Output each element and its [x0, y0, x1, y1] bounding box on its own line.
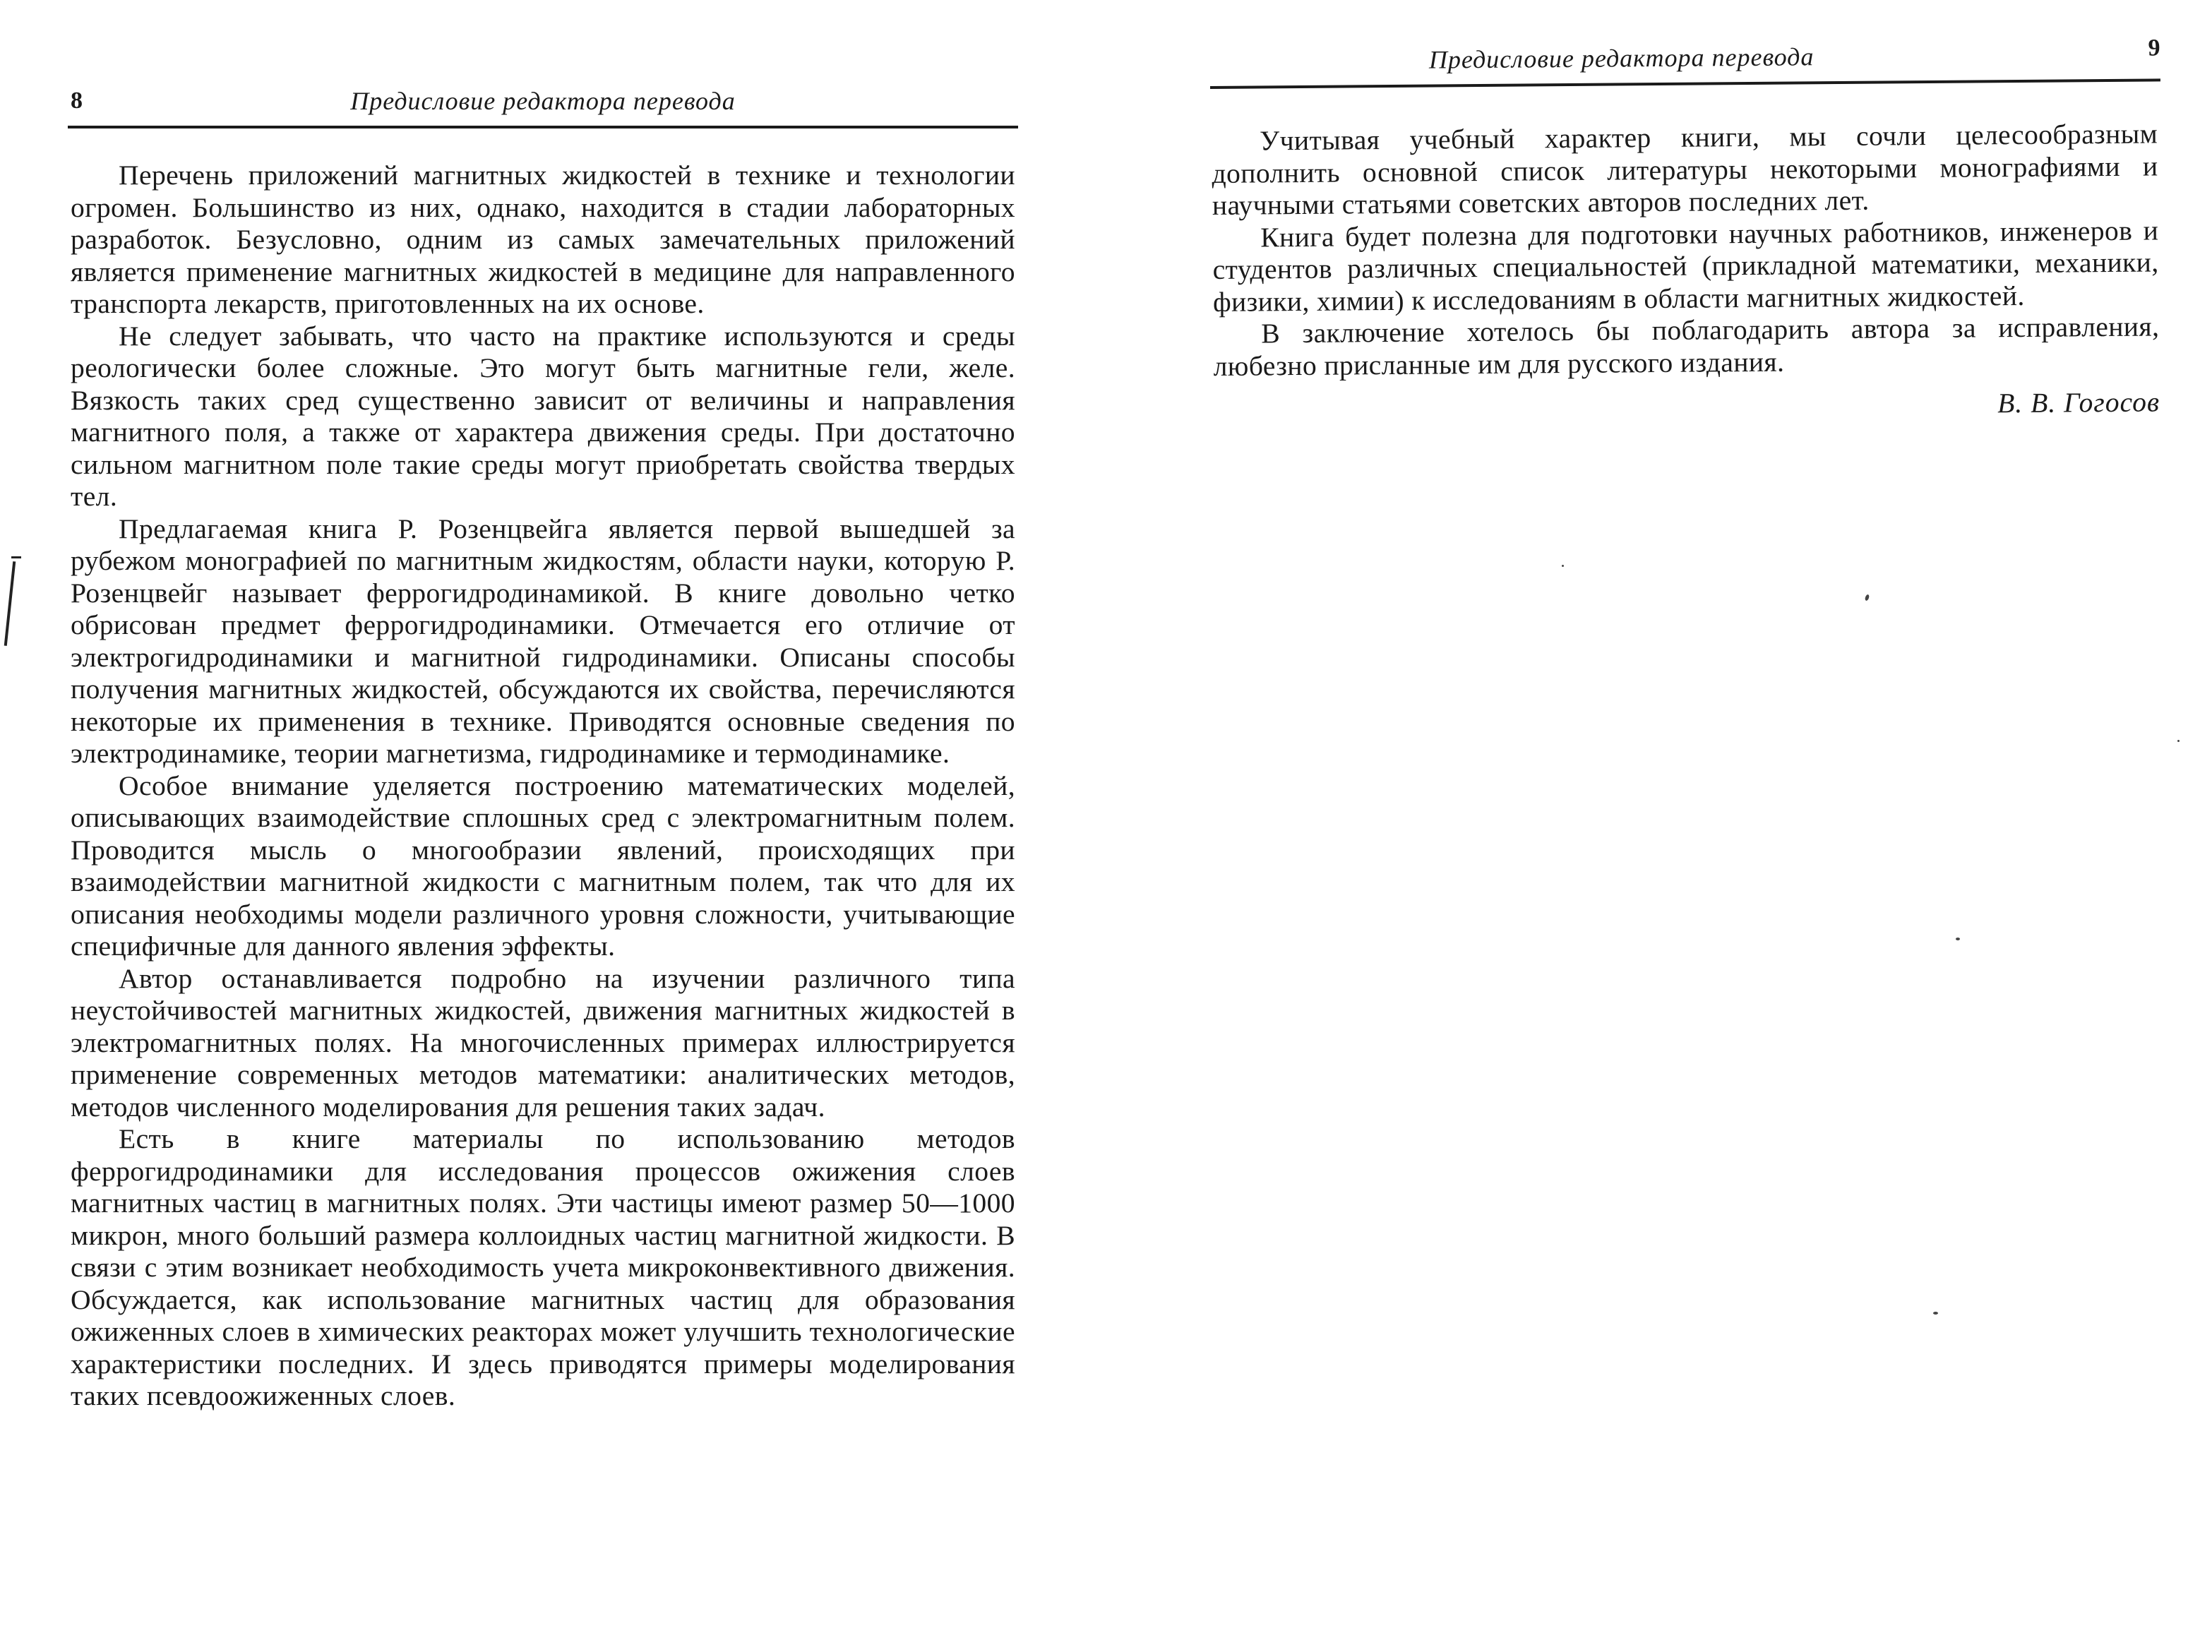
right-page-body	[1212, 118, 2160, 426]
paragraph: Автор останавливается подробно на изучении различного типа неустойчивостей магнитных жидкостей, движения магнитных жидкостей в электромагнитных полях. На многочисленных примерах иллюстрируется применение современных методов математики: аналитических методов, методов численного моделирования для решения таких задач.	[71, 962, 1015, 1123]
scan-speck	[1562, 565, 1564, 567]
paragraph: Перечень приложений магнитных жидкостей в технике и технологии огромен. Большинство из них, однако, находится в стадии лабораторных разработок. Безусловно, одним из самых замечательных приложений является применение магнитных жидкостей в медицине для направленного транспорта лекарств, приготовленных на их основе.	[71, 160, 1015, 319]
page-number: 8	[71, 88, 83, 114]
scan-speck	[1933, 1312, 1938, 1315]
paragraph: Предлагаемая книга Р. Розенцвейга является первой вышедшей за рубежом монографией по магнитным жидкостям, области науки, которую Р. Розенцвейг называет феррогидродинамикой. В книге довольно четко обрисован предмет феррогидродинамики. Отмечается его отличие от электрогидродинамики и магнитной гидродинамики. Описаны способы получения магнитных жидкостей, обсуждаются их свойства, перечисляются некоторые их применения в технике. Приводятся основные сведения по электродинамике, теории магнетизма, гидродинамике и термодинамике.	[71, 513, 1015, 769]
paragraph: Особое внимание уделяется построению математических моделей, описывающих взаимодействие сплошных сред с электромагнитным полем. Проводится мысль о многообразии явлений, происходящих при взаимодействии магнитной жидкости с магнитным полем, так что для их описания необходимы модели различного уровня сложности, учитывающие специфичные для данного явления эффекты.	[71, 770, 1015, 962]
right-page	[1106, 0, 2212, 1652]
scan-speck	[1956, 938, 1960, 940]
paragraph: Есть в книге материалы по использованию методов феррогидродинамики для исследования процессов ожижения слоев магнитных частиц в магнитных полях. Эти частицы имеют размер 50—1000 микрон, много больший размера коллоидных частиц магнитной жидкости. В связи с этим возникает необходимость учета микроконвективного движения. Обсуждается, как использование магнитных частиц для образования ожиженных слоев в химических реакторах может улучшить технологические характеристики последних. И здесь приводятся примеры моделирования таких псевдоожиженных слоев.	[71, 1123, 1015, 1411]
right-page-header	[1209, 36, 2160, 89]
running-title: Предисловие редактора перевода	[1428, 42, 1815, 74]
paragraph: Книга будет полезна для подготовки научных работников, инженеров и студентов различных специальностей (прикладной математики, механики, физики, химии) к исследованиям в области магнитных жидкостей.	[1212, 214, 2159, 318]
scan-speck	[1865, 594, 1870, 601]
paragraph: Учитывая учебный характер книги, мы сочли целесообразным дополнить основной список литературы некоторыми монографиями и научными статьями советских авторов последних лет.	[1212, 118, 2158, 221]
margin-mark	[11, 556, 21, 558]
paragraph: В заключение хотелось бы поблагодарить автора за исправления, любезно присланные им для русского издания.	[1213, 311, 2160, 382]
paragraph: Не следует забывать, что часто на практике используются и среды реологически более сложные. Это могут быть магнитные гели, желе. Вязкость таких сред существенно зависит от величины и направления магнитного поля, а также от характера движения среды. При достаточно сильном магнитном поле такие среды могут приобретать свойства твердых тел.	[71, 320, 1015, 512]
signature: В. В. Гогосов	[1997, 386, 2160, 419]
left-page-body	[71, 160, 1015, 1413]
running-title: Предисловие редактора перевода	[350, 87, 736, 115]
scan-speck	[2177, 740, 2180, 742]
page-number: 9	[2148, 35, 2160, 61]
margin-mark	[4, 561, 16, 646]
left-page-header	[68, 83, 1018, 128]
